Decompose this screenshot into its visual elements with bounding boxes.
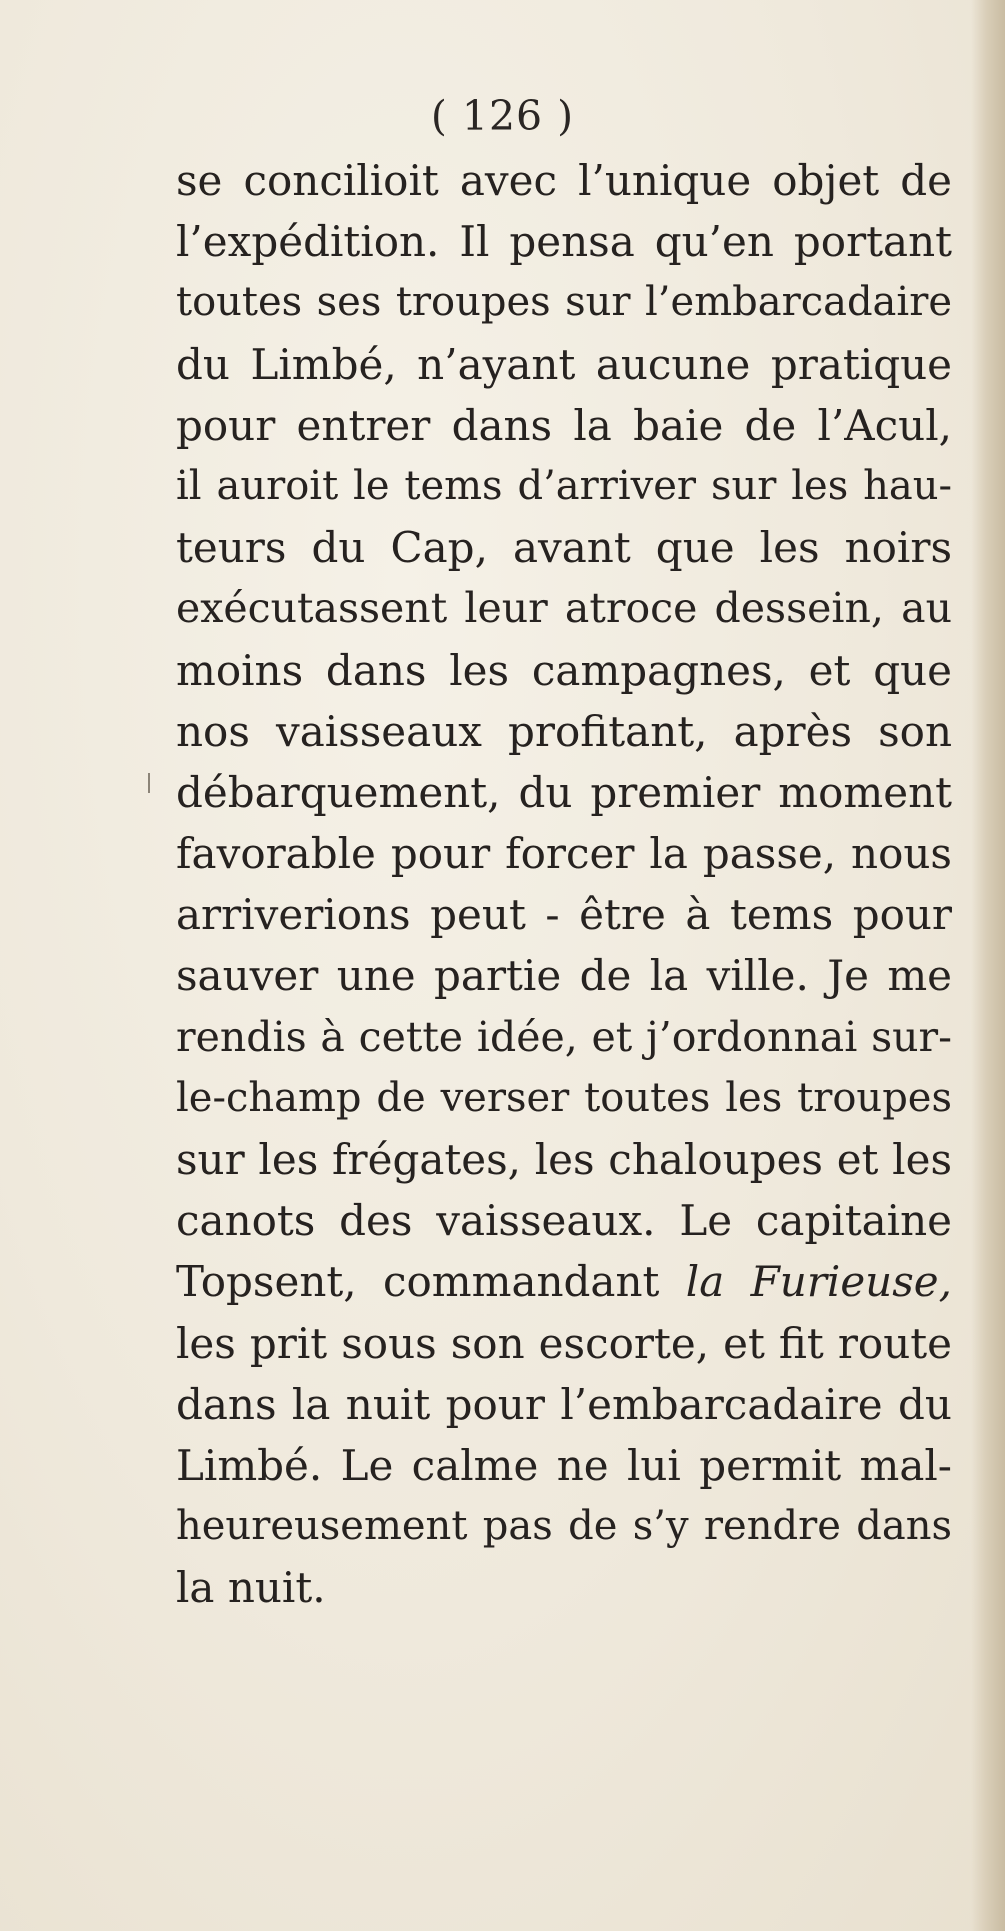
line-text: sur les frégates, les chaloupes et les [176, 1135, 952, 1184]
line-text: canots des vaisseaux. Le capitaine [176, 1196, 952, 1246]
text-line-16 [176, 1068, 952, 1129]
line-text: le-champ de verser toutes les troupes [176, 1074, 952, 1121]
text-line-7 [176, 517, 952, 578]
page-number: ( 126 ) [430, 92, 575, 140]
line-text: rendis à cette idée, et j’ordonnai sur- [176, 1012, 952, 1061]
line-text: heureusement pas de s’y rendre dans [176, 1503, 952, 1550]
line-text: pour entrer dans la baie de l’Acul, [176, 400, 952, 450]
text-line-21 [176, 1374, 952, 1435]
text-line-14 [176, 945, 952, 1006]
text-line-15 [176, 1007, 952, 1068]
text-line-10 [176, 701, 952, 762]
text-line-23 [176, 1496, 952, 1557]
line-text: moins dans les campagnes, et que [176, 645, 952, 695]
text-line-18 [176, 1190, 952, 1251]
text-line-5 [176, 395, 952, 456]
text-line-3 [176, 272, 952, 333]
line-text: teurs du Cap, avant que les noirs [176, 523, 952, 573]
line-text: arriverions peut - être à tems pour [176, 890, 952, 940]
text-line-8 [176, 578, 952, 639]
text-line-19 [176, 1251, 952, 1312]
line-text: toutes ses troupes sur l’embarcadaire [176, 279, 952, 326]
text-line-22 [176, 1435, 952, 1496]
text-line-24 [176, 1557, 952, 1618]
line-text: il auroit le tems d’arriver sur les hau- [176, 462, 952, 509]
line-text: les prit sous son escorte, et fit route [176, 1318, 952, 1368]
text-line-13 [176, 884, 952, 945]
text-line-9 [176, 640, 952, 701]
line-text: l’expédition. Il pensa qu’en portant [176, 217, 952, 267]
text-line-11 [176, 762, 952, 823]
line-text: débarquement, du premier moment [176, 767, 952, 817]
text-line-20 [176, 1313, 952, 1374]
text-line-4 [176, 334, 952, 395]
ink-mark [148, 773, 150, 793]
line-text: favorable pour forcer la passe, nous [176, 829, 952, 879]
text-line-6 [176, 456, 952, 517]
line-text: la nuit. [176, 1563, 326, 1613]
text-line-17 [176, 1129, 952, 1190]
line-text: dans la nuit pour l’embarcadaire du [176, 1379, 952, 1429]
text-line-2 [176, 211, 952, 272]
line-text: nos vaisseaux profitant, après son [176, 706, 952, 756]
line-text: sauver une partie de la ville. Je me [176, 951, 952, 1001]
text-line-1 [176, 150, 952, 211]
page-edge-shadow [971, 0, 1005, 1931]
line-text: se concilioit avec l’unique objet de [176, 156, 952, 205]
text-line-12 [176, 823, 952, 884]
line-text: Limbé. Le calme ne lui permit mal- [176, 1440, 952, 1490]
line-text: exécutassent leur atroce dessein, au [176, 584, 952, 633]
line-text: du Limbé, n’ayant aucune pratique [176, 339, 952, 389]
line-text: Topsent, commandant [176, 1257, 686, 1307]
body-text [176, 150, 952, 1619]
ship-name-italic: la Furieuse, [685, 1257, 952, 1307]
